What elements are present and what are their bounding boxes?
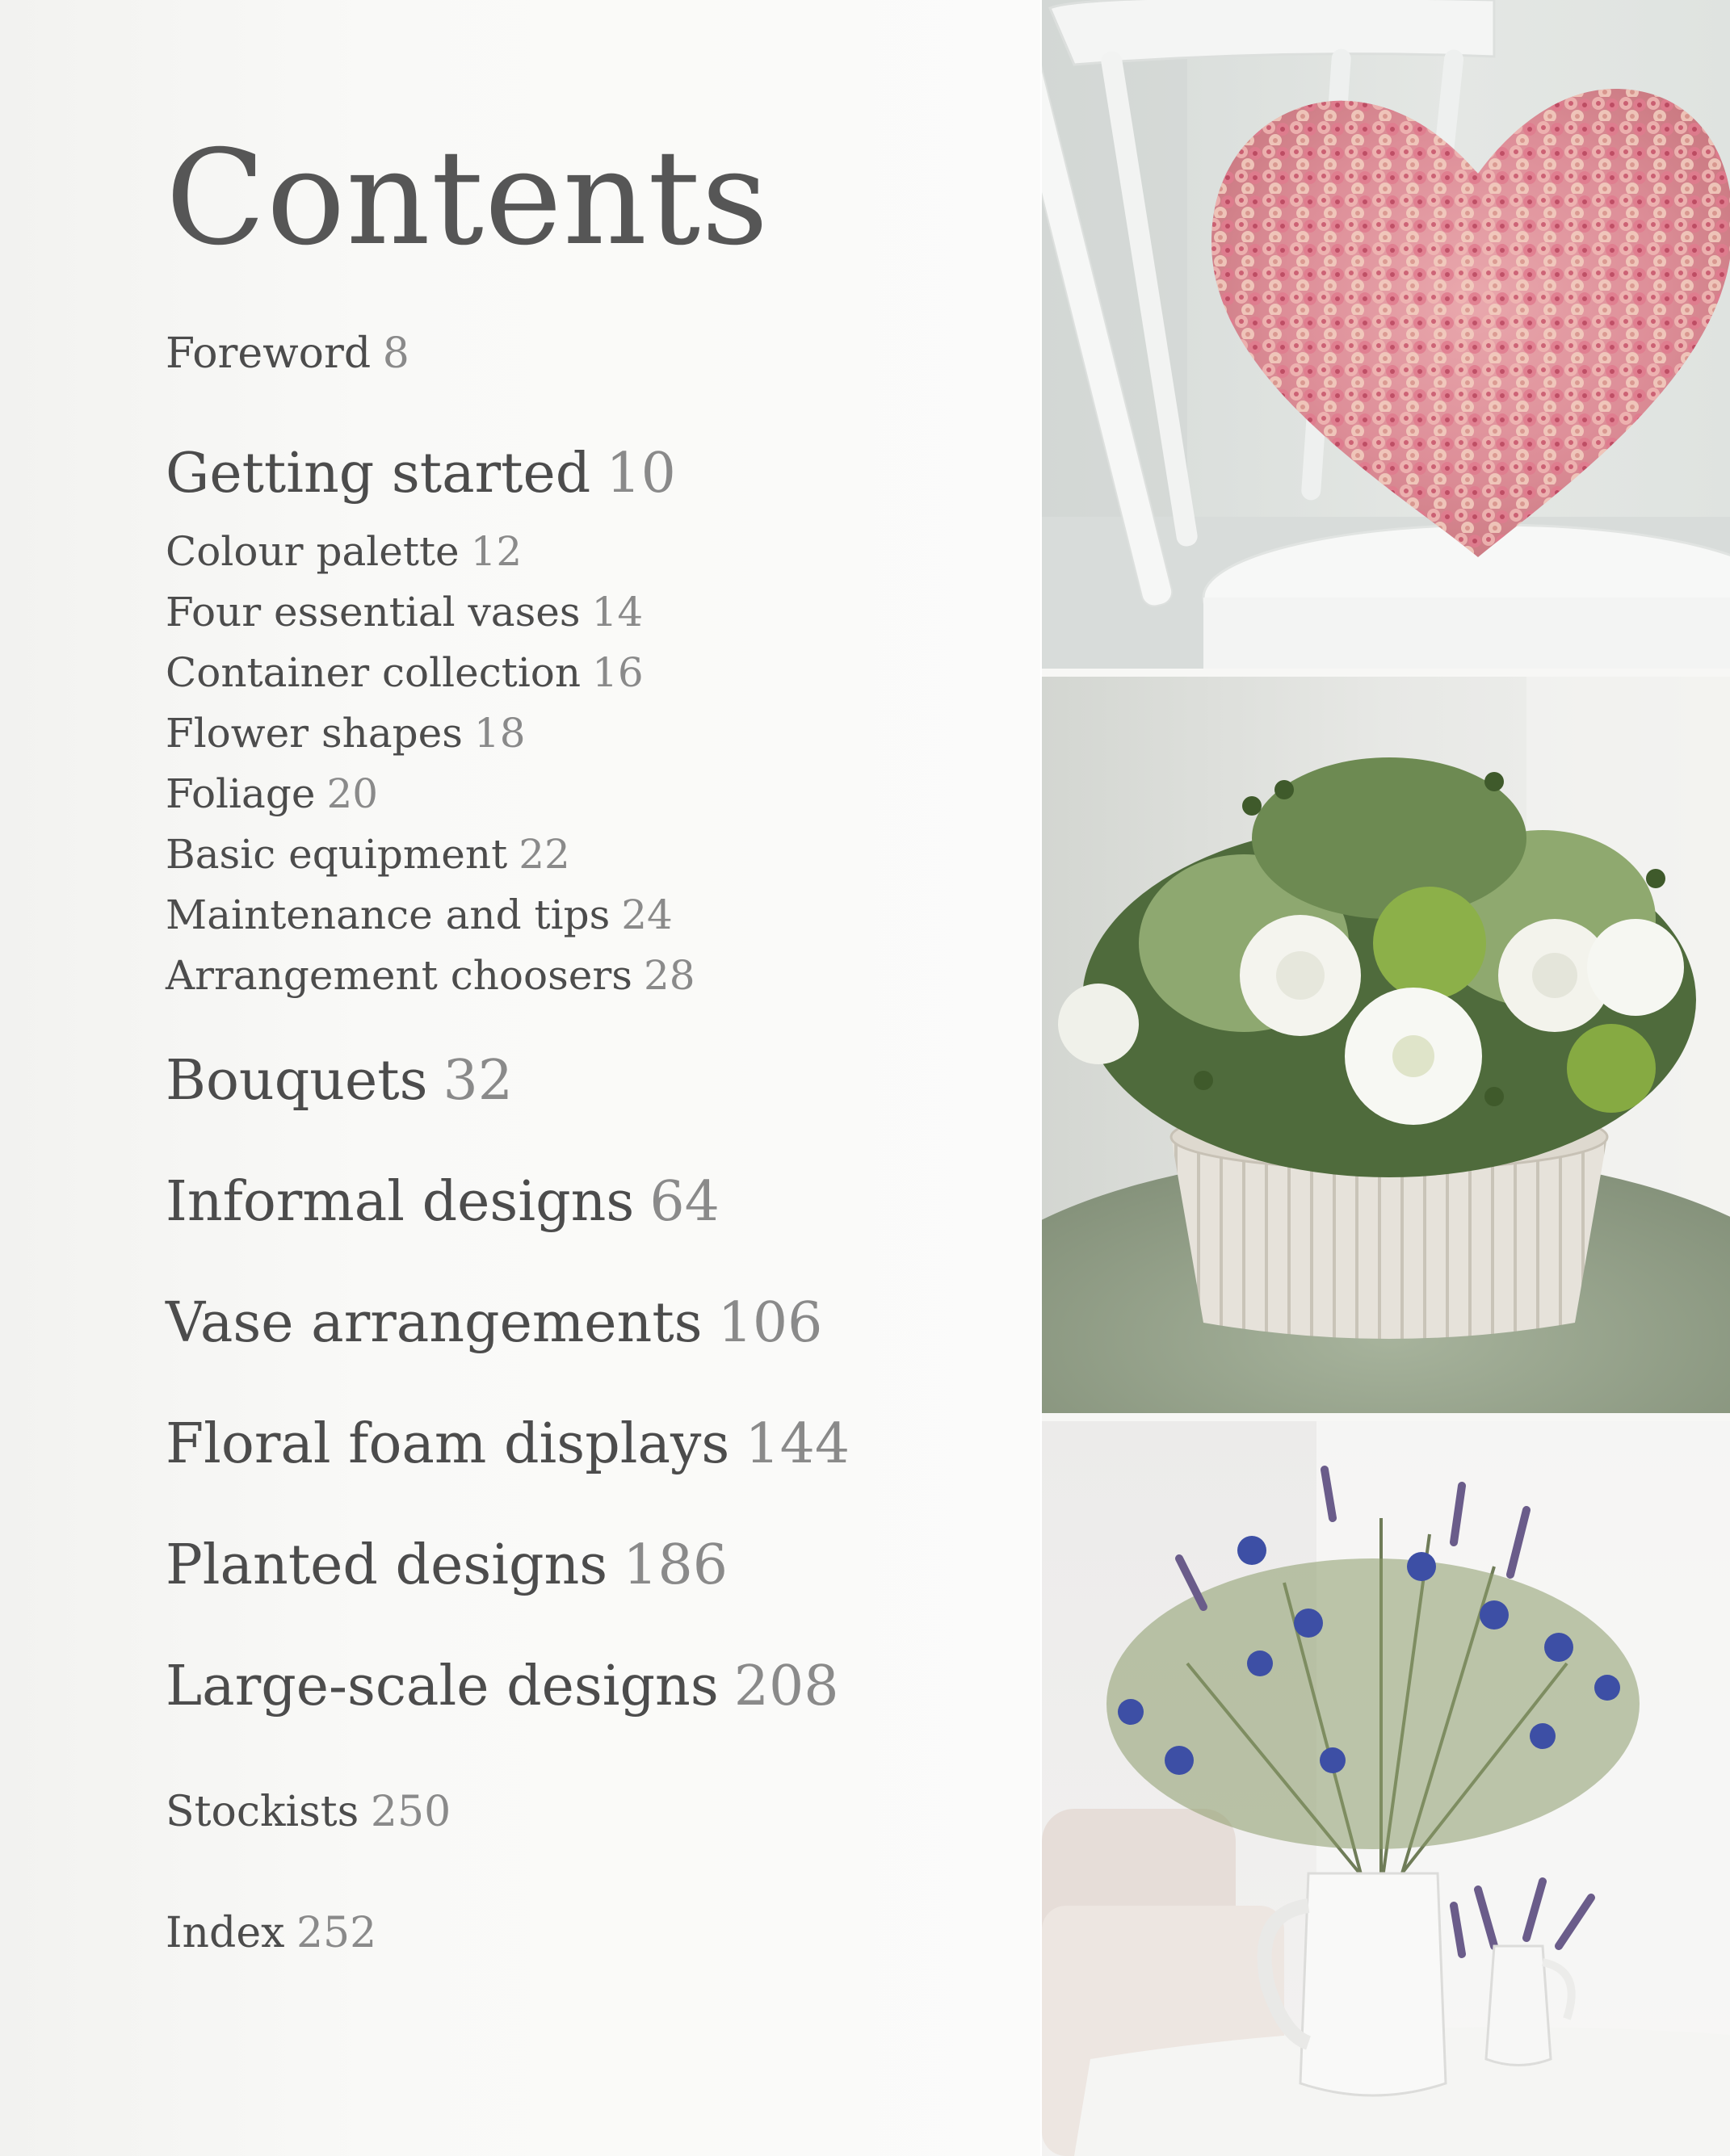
- toc-entry-page: 208: [733, 1655, 839, 1718]
- toc-entry-foreword[interactable]: [166, 329, 409, 378]
- toc-entry-floral-foam-displays[interactable]: [166, 1412, 850, 1476]
- toc-entry-informal-designs[interactable]: [166, 1170, 720, 1234]
- toc-entry-flower-shapes[interactable]: [166, 710, 526, 757]
- toc-entry-page: 106: [717, 1291, 823, 1355]
- toc-entry-stockists[interactable]: [166, 1788, 451, 1836]
- toc-entry-page: 250: [370, 1788, 451, 1836]
- toc-entry-label: Floral foam displays: [166, 1412, 730, 1476]
- toc-entry-label: Maintenance and tips: [166, 891, 611, 938]
- toc-entry-label: Flower shapes: [166, 710, 463, 757]
- toc-entry-label: Bouquets: [166, 1049, 428, 1113]
- toc-entry-four-essential-vases[interactable]: [166, 589, 644, 635]
- toc-entry-maintenance-and-tips[interactable]: [166, 891, 673, 938]
- toc-entry-label: Planted designs: [166, 1533, 608, 1597]
- toc-entry-index[interactable]: [166, 1909, 377, 1957]
- toc-entry-page: 18: [473, 710, 526, 757]
- toc-entry-vase-arrangements[interactable]: [166, 1291, 823, 1355]
- toc-entry-large-scale-designs[interactable]: [166, 1655, 839, 1718]
- toc-entry-label: Vase arrangements: [166, 1291, 703, 1355]
- toc-entry-page: 32: [443, 1049, 514, 1113]
- toc-entry-label: Arrangement choosers: [166, 952, 632, 999]
- toc-entry-colour-palette[interactable]: [166, 528, 523, 575]
- toc-entry-page: 8: [382, 329, 409, 378]
- toc-entry-page: 20: [326, 770, 379, 817]
- toc-entry-page: 144: [745, 1412, 850, 1476]
- toc-entry-page: 24: [621, 891, 673, 938]
- toc-entry-page: 64: [649, 1170, 720, 1234]
- page-title: Contents: [166, 123, 770, 275]
- toc-entry-page: 186: [623, 1533, 729, 1597]
- toc-entry-label: Informal designs: [166, 1170, 635, 1234]
- toc-entry-page: 14: [591, 589, 644, 635]
- toc-entry-label: Index: [166, 1909, 285, 1957]
- toc-entry-page: 252: [296, 1909, 377, 1957]
- toc-entry-foliage[interactable]: [166, 770, 379, 817]
- toc-entry-label: Foreword: [166, 329, 372, 378]
- photo-cornflower-jugs: [1042, 1421, 1730, 2156]
- toc-entry-arrangement-choosers[interactable]: [166, 952, 695, 999]
- toc-entry-label: Large-scale designs: [166, 1655, 719, 1718]
- toc-entry-label: Four essential vases: [166, 589, 581, 635]
- photo-rose-apple-basket: [1042, 677, 1730, 1413]
- toc-entry-label: Getting started: [166, 442, 591, 505]
- toc-entry-container-collection[interactable]: [166, 649, 644, 696]
- toc-entry-label: Container collection: [166, 649, 582, 696]
- toc-entry-label: Stockists: [166, 1788, 359, 1836]
- toc-entry-label: Colour palette: [166, 528, 460, 575]
- photo-rose-heart: [1042, 0, 1730, 669]
- toc-entry-planted-designs[interactable]: [166, 1533, 729, 1597]
- toc-entry-page: 22: [519, 831, 570, 878]
- toc-entry-page: 16: [592, 649, 644, 696]
- toc-entry-page: 28: [643, 952, 695, 999]
- toc-entry-label: Foliage: [166, 770, 316, 817]
- toc-entry-label: Basic equipment: [166, 831, 508, 878]
- toc-entry-getting-started[interactable]: [166, 442, 676, 505]
- toc-entry-bouquets[interactable]: [166, 1049, 514, 1113]
- toc-entry-basic-equipment[interactable]: [166, 831, 570, 878]
- toc-entry-page: 12: [470, 528, 523, 575]
- toc-entry-page: 10: [606, 442, 676, 505]
